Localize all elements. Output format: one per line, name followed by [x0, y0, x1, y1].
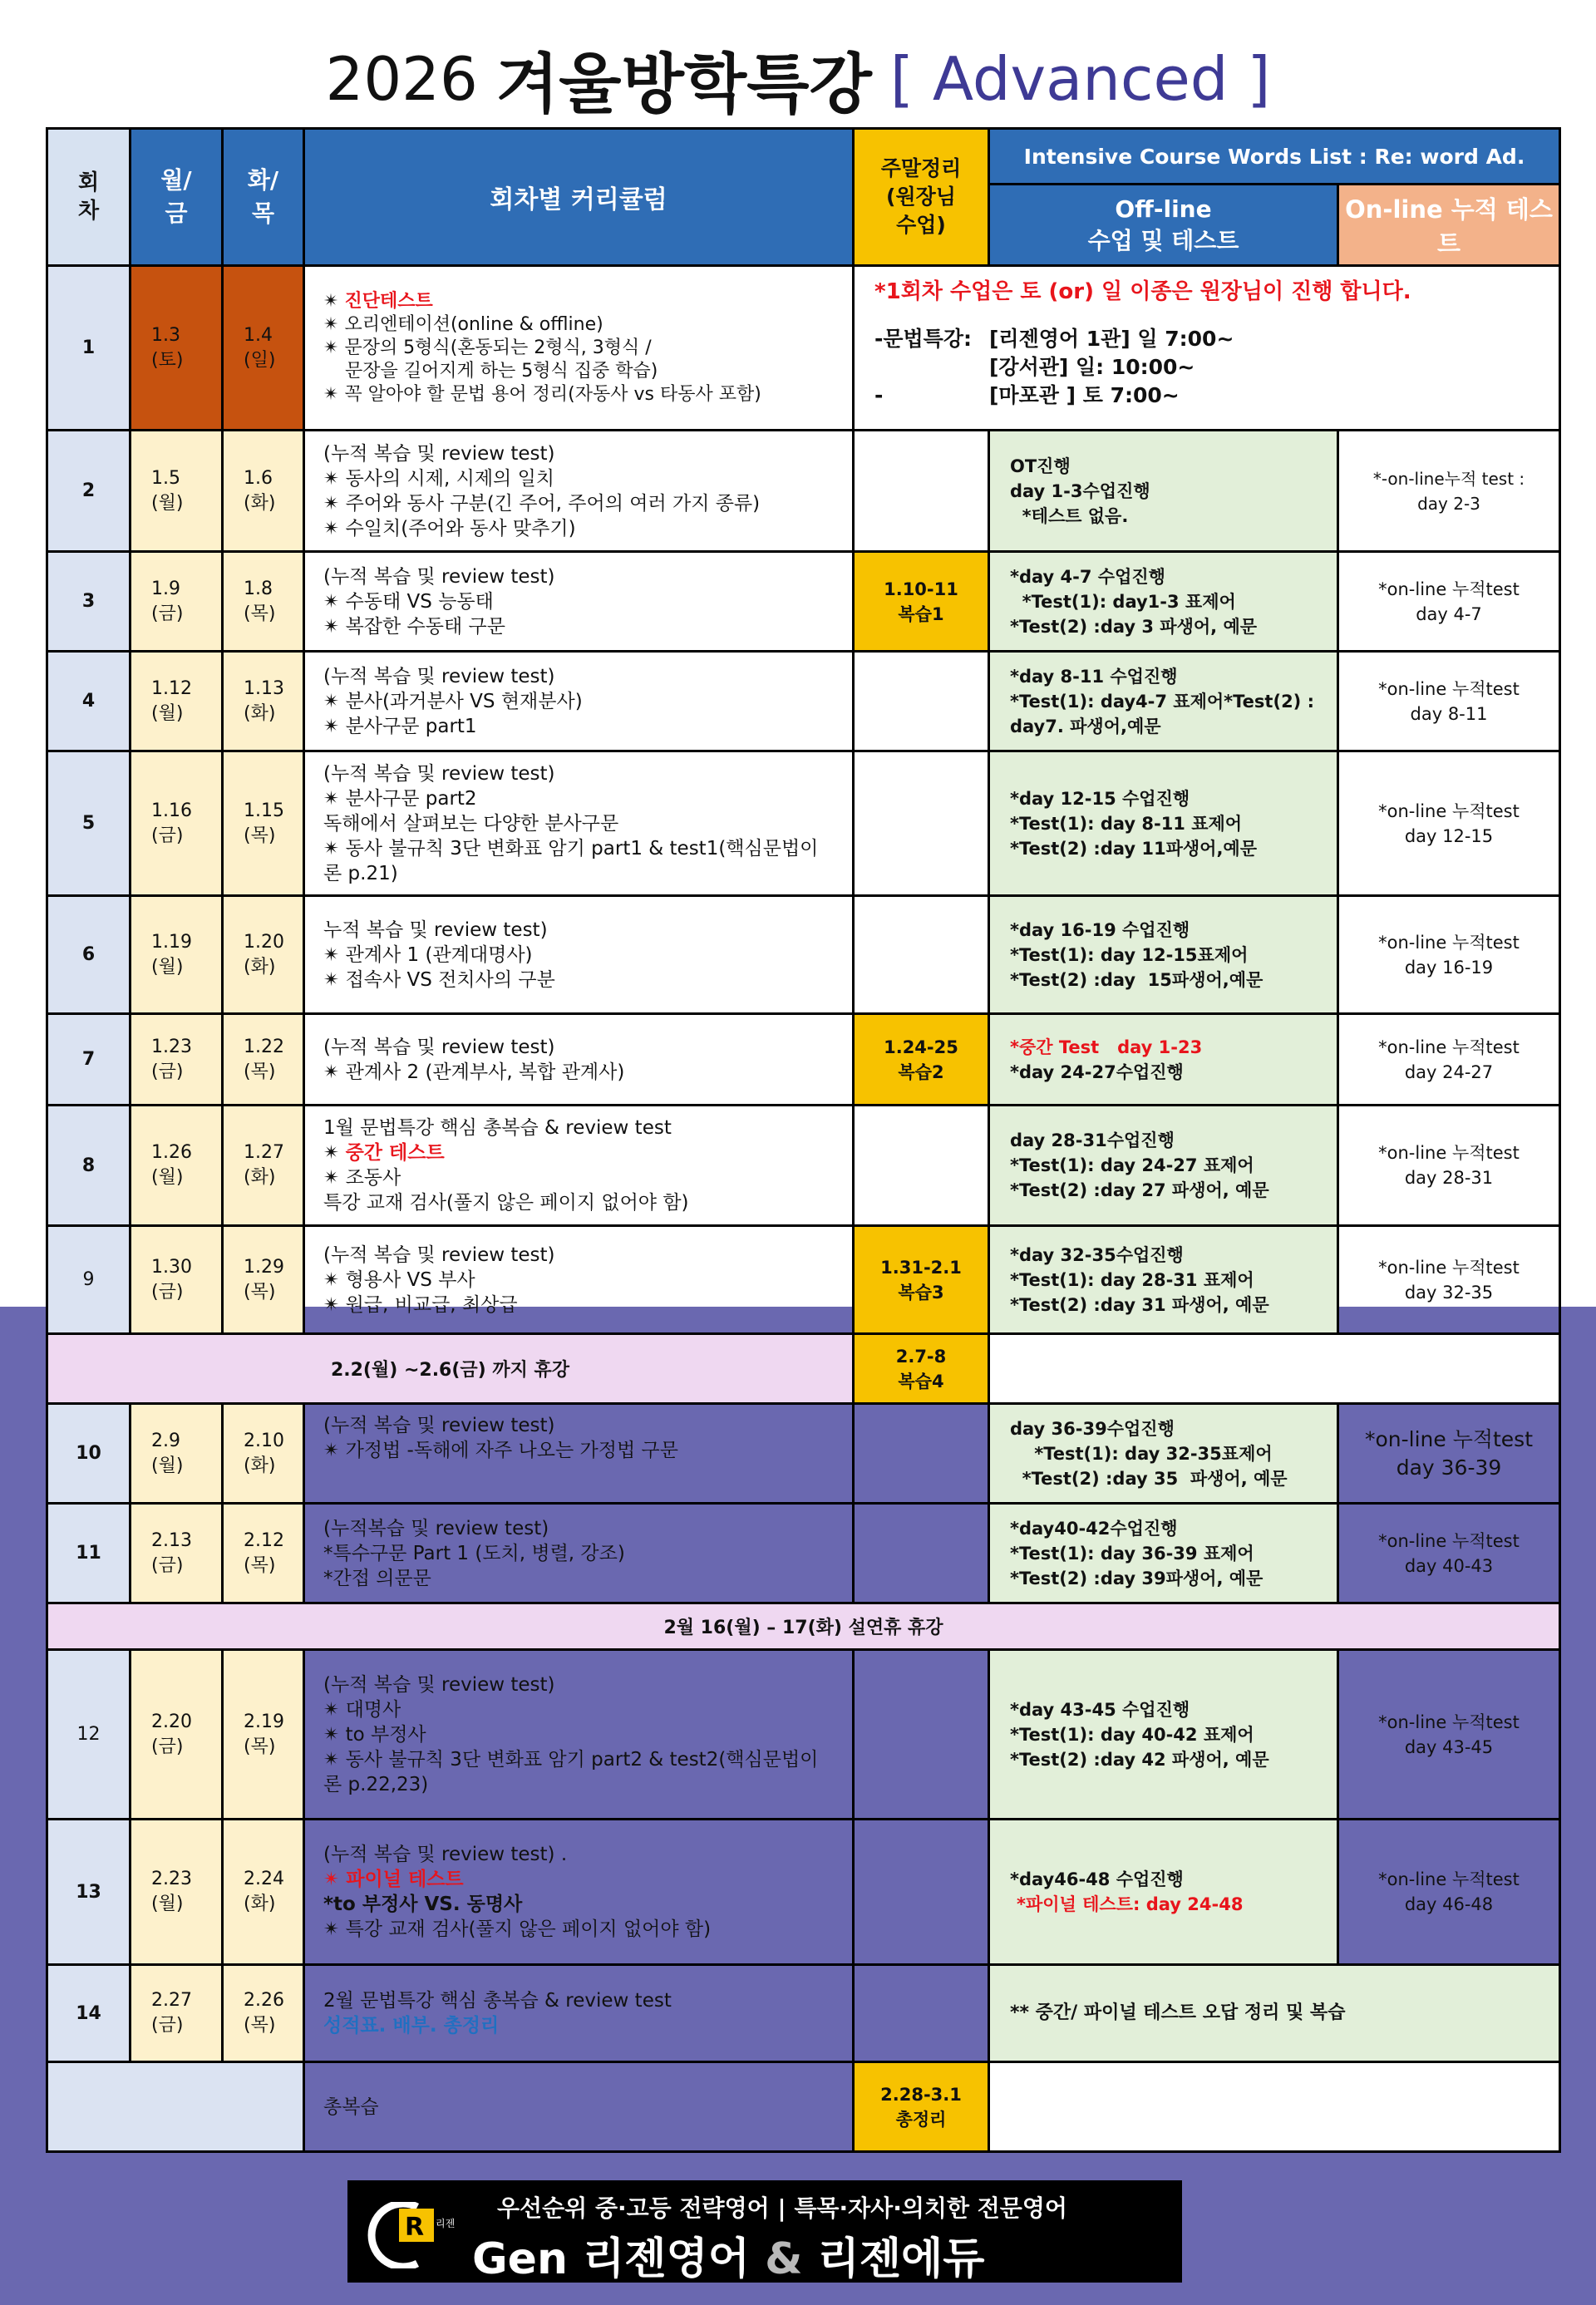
weekend-review: 2.28-3.1 총정리 — [854, 2062, 989, 2152]
date-1: 2.20 (금) — [131, 1650, 223, 1820]
date-2: 1.29 (목) — [223, 1226, 304, 1334]
date-2: 1.8 (목) — [223, 552, 304, 652]
online-cell: *on-line 누적test day 43-45 — [1338, 1650, 1560, 1820]
table-row — [47, 1965, 1560, 2062]
row-number: 8 — [47, 1106, 131, 1226]
online-cell: *on-line 누적test day 12-15 — [1338, 751, 1560, 896]
offline-cell: *day 16-19 수업진행 *Test(1): day 12-15표제어 *Test(2) :day 15파생어,예문 — [989, 896, 1338, 1014]
date-2: 2.12 (목) — [223, 1504, 304, 1603]
offline-cell: *day46-48 수업진행 *파이널 테스트: day 24-48 — [989, 1820, 1338, 1965]
weekend-review — [854, 896, 989, 1014]
online-cell: *on-line 누적test day 28-31 — [1338, 1106, 1560, 1226]
table-row — [47, 751, 1560, 896]
offline-cell: *day40-42수업진행 *Test(1): day 36-39 표제어 *Test(2) :day 39파생어, 예문 — [989, 1504, 1338, 1603]
online-cell: *on-line 누적test day 46-48 — [1338, 1820, 1560, 1965]
table-row — [47, 266, 1560, 431]
header-weekend: 주말정리 (원장님 수업) — [854, 129, 989, 266]
curriculum-cell: 누적 복습 및 review test) ✴ 관계사 1 (관계대명사) ✴ 접속사 VS 전치사의 구분 — [304, 896, 854, 1014]
date-1: 1.9 (금) — [131, 552, 223, 652]
date-1: 2.13 (금) — [131, 1504, 223, 1603]
weekend-review — [854, 751, 989, 896]
header-offline: Off-line 수업 및 테스트 — [989, 185, 1338, 266]
empty-cell — [989, 2062, 1560, 2152]
row-number: 6 — [47, 896, 131, 1014]
date-1: 1.23 (금) — [131, 1014, 223, 1106]
date-1: 1.26 (월) — [131, 1106, 223, 1226]
weekend-review — [854, 431, 989, 552]
date-1: 1.30 (금) — [131, 1226, 223, 1334]
table-row — [47, 2062, 1560, 2152]
date-2: 1.22 (목) — [223, 1014, 304, 1106]
row-number: 14 — [47, 1965, 131, 2062]
table-row — [47, 1650, 1560, 1820]
curriculum-cell: (누적 복습 및 review test) ✴ 수동태 VS 능동태 ✴ 복잡한 수동태 구문 — [304, 552, 854, 652]
curriculum-cell: 총복습 — [304, 2062, 854, 2152]
weekend-review — [854, 1504, 989, 1603]
row-number: 5 — [47, 751, 131, 896]
curriculum-cell: (누적 복습 및 review test) ✴ 동사의 시제, 시제의 일치 ✴ 주어와 동사 구분(긴 주어, 주어의 여러 가지 종류) ✴ 수일치(주어와 동사 맞추기) — [304, 431, 854, 552]
date-2: 1.13 (화) — [223, 652, 304, 751]
online-cell: *on-line 누적test day 40-43 — [1338, 1504, 1560, 1603]
curriculum-cell: 1월 문법특강 핵심 총복습 & review test ✴ 중간 테스트 ✴ 조동사 특강 교재 검사(풀지 않은 페이지 없어야 함) — [304, 1106, 854, 1226]
header-curriculum: 회차별 커리큘럼 — [304, 129, 854, 266]
row-number: 2 — [47, 431, 131, 552]
weekend-review: 1.10-11 복습1 — [854, 552, 989, 652]
holiday-text: 2월 16(월) – 17(화) 설연휴 휴강 — [47, 1603, 1560, 1650]
weekend-review: 2.7-8 복습4 — [854, 1334, 989, 1404]
online-cell: *on-line 누적test day 24-27 — [1338, 1014, 1560, 1106]
page-title — [0, 25, 1596, 133]
row-number: 13 — [47, 1820, 131, 1965]
weekend-review: 1.24-25 복습2 — [854, 1014, 989, 1106]
date-1: 1.16 (금) — [131, 751, 223, 896]
online-cell: *-on-line누적 test : day 2-3 — [1338, 431, 1560, 552]
header-mon-fri: 월/ 금 — [131, 129, 223, 266]
online-cell: *on-line 누적test day 16-19 — [1338, 896, 1560, 1014]
header-online: On-line 누적 테스트 — [1338, 185, 1560, 266]
table-row — [47, 1820, 1560, 1965]
weekend-review — [854, 1965, 989, 2062]
date-2: 2.24 (화) — [223, 1820, 304, 1965]
offline-cell: *day 32-35수업진행 *Test(1): day 28-31 표제어 *Test(2) :day 31 파생어, 예문 — [989, 1226, 1338, 1334]
weekend-review — [854, 1404, 989, 1504]
logo-letter: R — [405, 2213, 425, 2242]
date-1: 2.23 (월) — [131, 1820, 223, 1965]
table-row — [47, 1504, 1560, 1603]
curriculum-cell: (누적 복습 및 review test) ✴ 관계사 2 (관계부사, 복합 관계사) — [304, 1014, 854, 1106]
weekend-review — [854, 1820, 989, 1965]
title-level: [ Advanced ] — [889, 44, 1271, 114]
schedule-table — [46, 127, 1561, 2153]
date-2: 1.6 (화) — [223, 431, 304, 552]
weekend-review — [854, 1650, 989, 1820]
row-number: 12 — [47, 1650, 131, 1820]
empty-cell — [989, 1334, 1560, 1404]
holiday-row — [47, 1334, 1560, 1404]
curriculum-cell: (누적 복습 및 review test) ✴ 형용사 VS 부사 ✴ 원급, 비교급, 최상급 — [304, 1226, 854, 1334]
offline-cell: *day 12-15 수업진행 *Test(1): day 8-11 표제어 *Test(2) :day 11파생어,예문 — [989, 751, 1338, 896]
row-number: 11 — [47, 1504, 131, 1603]
row-number: 1 — [47, 266, 131, 431]
offline-cell: *day 43-45 수업진행 *Test(1): day 40-42 표제어 *Test(2) :day 42 파생어, 예문 — [989, 1650, 1338, 1820]
date-1: 2.27 (금) — [131, 1965, 223, 2062]
title-year: 2026 — [325, 44, 478, 114]
footer-banner — [347, 2180, 1182, 2283]
table-row — [47, 431, 1560, 552]
title-main: 겨울방학특강 — [495, 47, 872, 122]
footer-brand — [472, 2224, 985, 2286]
weekend-review — [854, 652, 989, 751]
table-row — [47, 652, 1560, 751]
header-num: 회 차 — [47, 129, 131, 266]
header-tue-thu: 화/ 목 — [223, 129, 304, 266]
weekend-review — [854, 1106, 989, 1226]
table-row — [47, 896, 1560, 1014]
regen-logo-icon — [366, 2202, 462, 2268]
table-row — [47, 552, 1560, 652]
offline-cell: day 28-31수업진행 *Test(1): day 24-27 표제어 *Test(2) :day 27 파생어, 예문 — [989, 1106, 1338, 1226]
notice-cell: *1회차 수업은 토 (or) 일 이종은 원장님이 진행 합니다. -문법특강: [리젠영어 1관] 일 7:00~ [강서관] 일: 10:00~ - [마포관 ] 토 7:00~ — [854, 266, 1560, 431]
date-2: 1.27 (화) — [223, 1106, 304, 1226]
curriculum-cell: (누적 복습 및 review test) ✴ 분사(과거분사 VS 현재분사) ✴ 분사구문 part1 — [304, 652, 854, 751]
table-row — [47, 1226, 1560, 1334]
row-number: 3 — [47, 552, 131, 652]
holiday-row — [47, 1603, 1560, 1650]
date-2: 1.15 (목) — [223, 751, 304, 896]
offline-cell: *day 8-11 수업진행 *Test(1): day4-7 표제어*Test(2) : day7. 파생어,예문 — [989, 652, 1338, 751]
date-1: 1.12 (월) — [131, 652, 223, 751]
offline-cell: *day 4-7 수업진행 *Test(1): day1-3 표제어 *Test(2) :day 3 파생어, 예문 — [989, 552, 1338, 652]
brand-regen-edu: 리젠에듀 — [817, 2234, 985, 2284]
online-cell: *on-line 누적test day 4-7 — [1338, 552, 1560, 652]
table-row — [47, 1014, 1560, 1106]
date-1: 1.5 (월) — [131, 431, 223, 552]
table-row — [47, 1106, 1560, 1226]
brand-regen-english: Gen 리젠영어 — [472, 2234, 751, 2284]
brand-ampersand: & — [765, 2234, 803, 2284]
date-1: 2.9 (월) — [131, 1404, 223, 1504]
curriculum-cell: 2월 문법특강 핵심 총복습 & review test 성적표. 배부. 총정리 — [304, 1965, 854, 2062]
curriculum-cell: (누적복습 및 review test) *특수구문 Part 1 (도치, 병렬, 강조) *간접 의문문 — [304, 1504, 854, 1603]
date-2: 2.10 (화) — [223, 1404, 304, 1504]
review-note-cell: ** 중간/ 파이널 테스트 오답 정리 및 복습 — [989, 1965, 1560, 2062]
online-cell: *on-line 누적test day 8-11 — [1338, 652, 1560, 751]
empty-cell — [47, 2062, 304, 2152]
curriculum-cell: ✴ 진단테스트 ✴ 오리엔테이션(online & offline) ✴ 문장의 5형식(혼동되는 2형식, 3형식 / 문장을 길어지게 하는 5형식 집중 학습) ✴ 꼭 알아야 할 문법 용어 정리(자동사 vs 타동사 포함) — [304, 266, 854, 431]
date-1: 1.3 (토) — [131, 266, 223, 431]
curriculum-cell: (누적 복습 및 review test) ✴ 대명사 ✴ to 부정사 ✴ 동사 불규칙 3단 변화표 암기 part2 & test2(핵심문법이 론 p.22,23) — [304, 1650, 854, 1820]
row-number: 7 — [47, 1014, 131, 1106]
logo-sub: 리젠 — [436, 2218, 456, 2229]
date-1: 1.19 (월) — [131, 896, 223, 1014]
date-2: 2.26 (목) — [223, 1965, 304, 2062]
offline-cell: OT진행 day 1-3수업진행 *테스트 없음. — [989, 431, 1338, 552]
row-number: 4 — [47, 652, 131, 751]
table-row — [47, 1404, 1560, 1504]
date-2: 1.4 (일) — [223, 266, 304, 431]
date-2: 1.20 (화) — [223, 896, 304, 1014]
holiday-text: 2.2(월) ~2.6(금) 까지 휴강 — [47, 1334, 854, 1404]
online-cell: *on-line 누적test day 32-35 — [1338, 1226, 1560, 1334]
weekend-review: 1.31-2.1 복습3 — [854, 1226, 989, 1334]
curriculum-cell: (누적 복습 및 review test) ✴ 분사구문 part2 독해에서 살펴보는 다양한 분사구문 ✴ 동사 불규칙 3단 변화표 암기 part1 & test1(핵심문법이 론 p.21) — [304, 751, 854, 896]
footer-tagline: 우선순위 중·고등 전략영어 | 특목·자사·의치한 전문영어 — [497, 2194, 1067, 2222]
header-words-list: Intensive Course Words List : Re: word Ad. — [989, 129, 1560, 185]
curriculum-cell: (누적 복습 및 review test) ✴ 가정법 -독해에 자주 나오는 가정법 구문 — [304, 1404, 854, 1504]
row-number: 9 — [47, 1226, 131, 1334]
offline-cell: day 36-39수업진행 *Test(1): day 32-35표제어 *Test(2) :day 35 파생어, 예문 — [989, 1404, 1338, 1504]
offline-cell: *중간 Test day 1-23 *day 24-27수업진행 — [989, 1014, 1338, 1106]
curriculum-cell: (누적 복습 및 review test) . ✴ 파이널 테스트 *to 부정사 VS. 동명사 ✴ 특강 교재 검사(풀지 않은 페이지 없어야 함) — [304, 1820, 854, 1965]
online-cell: *on-line 누적test day 36-39 — [1338, 1404, 1560, 1504]
row-number: 10 — [47, 1404, 131, 1504]
date-2: 2.19 (목) — [223, 1650, 304, 1820]
